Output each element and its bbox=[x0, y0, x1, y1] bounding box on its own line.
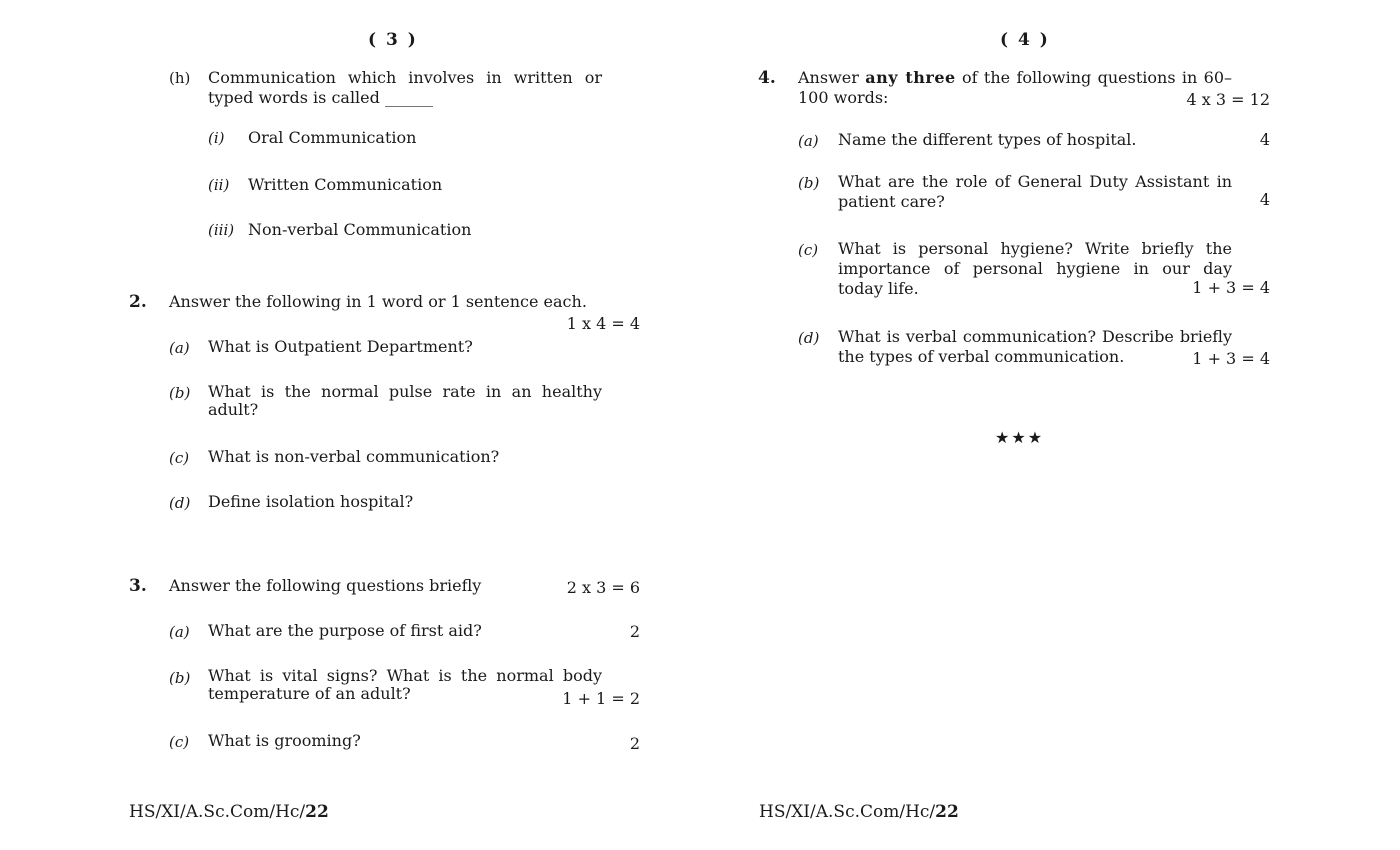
q3-b-label: (b) bbox=[169, 669, 191, 687]
option-ii-text: Written Communication bbox=[248, 175, 443, 194]
option-iii-label: (iii) bbox=[208, 221, 235, 239]
question-3-marks: 2 x 3 = 6 bbox=[566, 578, 640, 597]
q2-a-label: (a) bbox=[169, 339, 190, 357]
q4-a-text: Name the different types of hospital. bbox=[838, 130, 1137, 149]
question-2-marks: 1 x 4 = 4 bbox=[566, 314, 640, 333]
q2-c-text: What is non-verbal communication? bbox=[208, 447, 500, 466]
question-2-text: Answer the following in 1 word or 1 sentence each. bbox=[169, 292, 587, 311]
q4-b-marks: 4 bbox=[1259, 190, 1270, 209]
q3-a-label: (a) bbox=[169, 623, 190, 641]
end-of-paper-stars: ★★★ bbox=[995, 428, 1045, 447]
q3-a-text: What are the purpose of first aid? bbox=[208, 621, 482, 640]
q3-c-text: What is grooming? bbox=[208, 731, 361, 750]
page-number: ( 4 ) bbox=[1000, 30, 1050, 50]
q4-c-marks: 1 + 3 = 4 bbox=[1192, 278, 1270, 297]
question-2-number: 2. bbox=[129, 292, 147, 312]
option-i-label: (i) bbox=[208, 129, 225, 147]
option-ii-label: (ii) bbox=[208, 176, 230, 194]
q3-c-marks: 2 bbox=[629, 734, 640, 753]
q4-a-marks: 4 bbox=[1259, 130, 1270, 149]
q2-d-text: Define isolation hospital? bbox=[208, 492, 414, 511]
q4-a-label: (a) bbox=[798, 132, 819, 150]
question-4-text: Answer any three of the following questions in 60–100 words: bbox=[798, 68, 1233, 107]
q4-b-label: (b) bbox=[798, 174, 820, 192]
q4-d-text: What is verbal communication? Describe briefly the types of verbal communication. bbox=[838, 327, 1232, 366]
q2-b-text: What is the normal pulse rate in an healthy adult? bbox=[208, 382, 602, 419]
q3-c-label: (c) bbox=[169, 733, 190, 751]
q3-a-marks: 2 bbox=[629, 622, 640, 641]
question-h-text: Communication which involves in written or typed words is called ______ bbox=[208, 68, 602, 107]
question-3-text: Answer the following questions briefly bbox=[169, 576, 482, 595]
page-4 bbox=[700, 0, 1400, 850]
q2-b-label: (b) bbox=[169, 384, 191, 402]
q2-d-label: (d) bbox=[169, 494, 191, 512]
footer-code: HS/XI/A.Sc.Com/Hc/22 bbox=[759, 802, 959, 822]
q3-b-marks: 1 + 1 = 2 bbox=[562, 689, 640, 708]
q4-d-marks: 1 + 3 = 4 bbox=[1192, 349, 1270, 368]
question-4-number: 4. bbox=[758, 68, 776, 88]
q4-c-label: (c) bbox=[798, 241, 819, 259]
question-3-number: 3. bbox=[129, 576, 147, 596]
q2-c-label: (c) bbox=[169, 449, 190, 467]
q3-b-text: What is vital signs? What is the normal body temperature of an adult? bbox=[208, 666, 602, 703]
q4-b-text: What are the role of General Duty Assistant in patient care? bbox=[838, 172, 1232, 211]
option-iii-text: Non-verbal Communication bbox=[248, 220, 472, 239]
footer-code: HS/XI/A.Sc.Com/Hc/22 bbox=[129, 802, 329, 822]
question-h-label: (h) bbox=[169, 69, 191, 87]
question-4-marks: 4 x 3 = 12 bbox=[1186, 90, 1270, 109]
q2-a-text: What is Outpatient Department? bbox=[208, 337, 473, 356]
page-number: ( 3 ) bbox=[368, 30, 418, 50]
q4-d-label: (d) bbox=[798, 329, 820, 347]
option-i-text: Oral Communication bbox=[248, 128, 417, 147]
q4-c-text: What is personal hygiene? Write briefly the importance of personal hygiene in our day today life. bbox=[838, 239, 1232, 298]
